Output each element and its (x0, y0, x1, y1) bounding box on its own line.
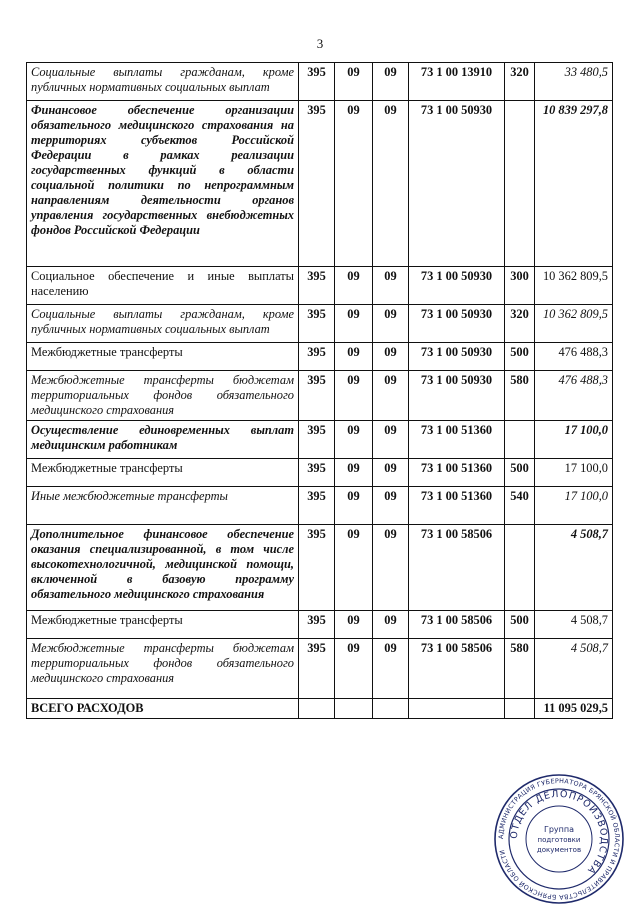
row-csr-cell: 73 1 00 50930 (409, 371, 505, 421)
row-ved-cell: 395 (299, 101, 335, 267)
row-pr-cell: 09 (373, 305, 409, 343)
row-csr-cell: 73 1 00 50930 (409, 101, 505, 267)
row-rz-cell: 09 (335, 459, 373, 487)
row-vr-cell (505, 101, 535, 267)
row-ved-cell: 395 (299, 421, 335, 459)
row-vr-cell: 320 (505, 305, 535, 343)
row-vr-cell (505, 421, 535, 459)
row-sum-cell: 476 488,3 (535, 343, 613, 371)
total-empty-cell (409, 699, 505, 719)
row-name-cell: Межбюджетные трансферты бюджетам территориальных фондов обязательного медицинского страхования (27, 639, 299, 699)
stamp-dept-text: ОТДЕЛ ДЕЛОПРОИЗВОДСТВА (508, 788, 610, 877)
row-ved-cell: 395 (299, 525, 335, 611)
row-rz-cell: 09 (335, 101, 373, 267)
row-rz-cell: 09 (335, 343, 373, 371)
row-csr-cell: 73 1 00 51360 (409, 459, 505, 487)
table-row (27, 525, 613, 611)
row-sum-cell: 17 100,0 (535, 487, 613, 525)
table-row (27, 305, 613, 343)
table-row (27, 639, 613, 699)
row-pr-cell: 09 (373, 421, 409, 459)
row-ved-cell: 395 (299, 267, 335, 305)
row-rz-cell: 09 (335, 305, 373, 343)
stamp-outer-text: АДМИНИСТРАЦИЯ ГУБЕРНАТОРА БРЯНСКОЙ ОБЛАСТИ И ПРАВИТЕЛЬСТВА БРЯНСКОЙ ОБЛАСТИ (496, 776, 622, 902)
official-stamp-seal (492, 772, 626, 906)
row-rz-cell: 09 (335, 525, 373, 611)
row-rz-cell: 09 (335, 611, 373, 639)
row-csr-cell: 73 1 00 50930 (409, 267, 505, 305)
row-pr-cell: 09 (373, 63, 409, 101)
row-sum-cell: 4 508,7 (535, 639, 613, 699)
row-sum-cell: 4 508,7 (535, 611, 613, 639)
row-sum-cell: 17 100,0 (535, 459, 613, 487)
row-rz-cell: 09 (335, 267, 373, 305)
table-row (27, 63, 613, 101)
row-pr-cell: 09 (373, 611, 409, 639)
row-name-cell: Дополнительное финансовое обеспечение оказания специализированной, в том числе высокотехнологичной, медицинской помощи, включенной в базовую программу обязательного медицинского страхования (27, 525, 299, 611)
stamp-center-line-2: подготовки (537, 836, 581, 844)
row-pr-cell: 09 (373, 639, 409, 699)
row-rz-cell: 09 (335, 487, 373, 525)
row-csr-cell: 73 1 00 51360 (409, 421, 505, 459)
row-name-cell: Финансовое обеспечение организации обязательного медицинского страхования на территориях субъектов Российской Федерации в рамках реализации государственных функций в области социальной политики по непрограммным направлениям деятельности органов управления государственных внебюджетных фондов Российской Федерации (27, 101, 299, 267)
row-csr-cell: 73 1 00 50930 (409, 305, 505, 343)
row-name-cell: Социальное обеспечение и иные выплаты населению (27, 267, 299, 305)
row-vr-cell: 500 (505, 343, 535, 371)
row-ved-cell: 395 (299, 459, 335, 487)
table-row (27, 487, 613, 525)
table-row (27, 371, 613, 421)
row-pr-cell: 09 (373, 487, 409, 525)
row-name-cell: Межбюджетные трансферты бюджетам территориальных фондов обязательного медицинского страхования (27, 371, 299, 421)
total-empty-cell (299, 699, 335, 719)
row-vr-cell: 580 (505, 639, 535, 699)
row-name-cell: Межбюджетные трансферты (27, 343, 299, 371)
table-row (27, 421, 613, 459)
table-row (27, 101, 613, 267)
row-vr-cell: 300 (505, 267, 535, 305)
row-sum-cell: 476 488,3 (535, 371, 613, 421)
stamp-center-line-3: документов (536, 846, 582, 854)
row-sum-cell: 33 480,5 (535, 63, 613, 101)
row-pr-cell: 09 (373, 267, 409, 305)
row-pr-cell: 09 (373, 343, 409, 371)
row-name-cell: Межбюджетные трансферты (27, 459, 299, 487)
row-pr-cell: 09 (373, 459, 409, 487)
row-ved-cell: 395 (299, 63, 335, 101)
row-name-cell: Социальные выплаты гражданам, кроме публичных нормативных социальных выплат (27, 63, 299, 101)
row-ved-cell: 395 (299, 305, 335, 343)
table-row (27, 611, 613, 639)
row-name-cell: Осуществление единовременных выплат медицинским работникам (27, 421, 299, 459)
expenditure-table (26, 62, 613, 719)
row-vr-cell: 500 (505, 459, 535, 487)
total-sum: 11 095 029,5 (535, 699, 613, 719)
row-rz-cell: 09 (335, 371, 373, 421)
total-empty-cell (505, 699, 535, 719)
row-name-cell: Иные межбюджетные трансферты (27, 487, 299, 525)
row-name-cell: Межбюджетные трансферты (27, 611, 299, 639)
row-ved-cell: 395 (299, 343, 335, 371)
row-vr-cell: 540 (505, 487, 535, 525)
row-sum-cell: 10 839 297,8 (535, 101, 613, 267)
row-pr-cell: 09 (373, 525, 409, 611)
row-ved-cell: 395 (299, 611, 335, 639)
row-csr-cell: 73 1 00 13910 (409, 63, 505, 101)
row-vr-cell (505, 525, 535, 611)
row-vr-cell: 320 (505, 63, 535, 101)
row-csr-cell: 73 1 00 58506 (409, 639, 505, 699)
total-empty-cell (335, 699, 373, 719)
table-row (27, 267, 613, 305)
row-ved-cell: 395 (299, 639, 335, 699)
table-row (27, 343, 613, 371)
row-sum-cell: 4 508,7 (535, 525, 613, 611)
row-vr-cell: 500 (505, 611, 535, 639)
row-rz-cell: 09 (335, 63, 373, 101)
table-row (27, 459, 613, 487)
stamp-center-line-1: Группа (543, 825, 575, 834)
row-ved-cell: 395 (299, 371, 335, 421)
row-sum-cell: 10 362 809,5 (535, 305, 613, 343)
row-csr-cell: 73 1 00 58506 (409, 525, 505, 611)
row-pr-cell: 09 (373, 371, 409, 421)
row-vr-cell: 580 (505, 371, 535, 421)
row-sum-cell: 17 100,0 (535, 421, 613, 459)
row-pr-cell: 09 (373, 101, 409, 267)
page-number: 3 (316, 36, 324, 51)
row-csr-cell: 73 1 00 50930 (409, 343, 505, 371)
row-sum-cell: 10 362 809,5 (535, 267, 613, 305)
row-csr-cell: 73 1 00 58506 (409, 611, 505, 639)
row-rz-cell: 09 (335, 639, 373, 699)
total-row (27, 699, 613, 719)
row-rz-cell: 09 (335, 421, 373, 459)
row-csr-cell: 73 1 00 51360 (409, 487, 505, 525)
total-empty-cell (373, 699, 409, 719)
row-name-cell: Социальные выплаты гражданам, кроме публичных нормативных социальных выплат (27, 305, 299, 343)
row-ved-cell: 395 (299, 487, 335, 525)
total-label: ВСЕГО РАСХОДОВ (27, 699, 299, 719)
